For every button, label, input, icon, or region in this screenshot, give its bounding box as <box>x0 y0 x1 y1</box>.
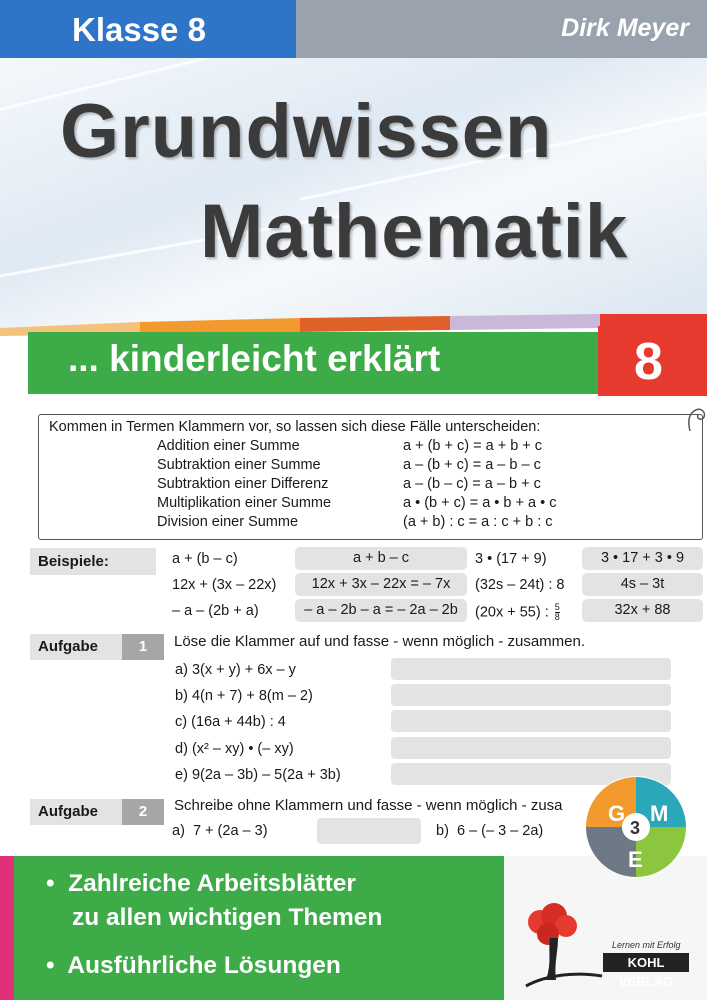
task-item-letter: d) <box>175 741 188 757</box>
badge-letter-e: E <box>628 847 643 872</box>
task-item <box>175 741 294 757</box>
task-item <box>175 688 313 704</box>
task-item-letter: b) <box>175 688 188 704</box>
task-item <box>175 767 341 783</box>
rule-formula: a – (b – c) = a – b + c <box>403 476 541 492</box>
rule-formula: a – (b + c) = a – b – c <box>403 457 541 473</box>
title-area <box>0 58 707 328</box>
rules-box <box>38 414 703 540</box>
examples-label: Beispiele: <box>30 548 156 575</box>
task-item-letter: c) <box>175 714 188 730</box>
scroll-curl-icon <box>686 405 707 435</box>
grade-label: Klasse 8 <box>72 11 206 48</box>
answer-field[interactable] <box>391 684 671 706</box>
task-item-letter: a) <box>172 823 185 839</box>
task-number: 1 <box>122 634 164 660</box>
example-term: 12x + (3x – 22x) <box>172 577 277 593</box>
rule-label: Subtraktion einer Summe <box>157 457 321 473</box>
rule-row <box>157 495 556 511</box>
example-result: 4s – 3t <box>582 573 703 596</box>
example-term: 3 • (17 + 9) <box>475 551 547 567</box>
example-term: a + (b – c) <box>172 551 238 567</box>
title-line-2: Mathematik <box>200 189 629 274</box>
badge-letter-m: M <box>650 801 669 826</box>
task-item-expression: 4(n + 7) + 8(m – 2) <box>191 688 313 704</box>
feature-text: Zahlreiche Arbeitsblätter <box>68 870 356 897</box>
badge-center-number: 3 <box>630 818 641 838</box>
rule-row <box>157 457 541 473</box>
fraction <box>555 603 560 622</box>
task-item-expression: (16a + 44b) : 4 <box>191 714 286 730</box>
rule-row <box>157 476 541 492</box>
fraction-numerator: 5 <box>554 602 560 612</box>
badge-letter-g: G <box>608 801 626 826</box>
task-item <box>175 714 286 730</box>
task-instruction: Löse die Klammer auf und fasse - wenn möglich - zusammen. <box>174 633 586 650</box>
author-name: Dirk Meyer <box>561 14 689 42</box>
subtitle-text: ... kinderleicht erklärt <box>68 338 441 379</box>
example-term: – a – (2b + a) <box>172 603 259 619</box>
feature-bullet: • Zahlreiche Arbeitsblätter <box>46 870 356 897</box>
pink-accent-strip <box>0 856 14 1000</box>
task-item-expression: 7 + (2a – 3) <box>192 823 268 839</box>
title-line-1: Grundwissen <box>60 89 553 174</box>
task-label: Aufgabe <box>30 799 122 825</box>
task-number: 2 <box>122 799 164 825</box>
publisher-tagline: Lernen mit Erfolg <box>612 940 681 950</box>
example-result: – a – 2b – a = – 2a – 2b <box>295 599 467 622</box>
rule-formula: (a + b) : c = a : c + b : c <box>403 514 553 530</box>
rule-label: Multiplikation einer Summe <box>157 495 332 511</box>
grade-number: 8 <box>634 333 663 391</box>
task-item-expression: 3(x + y) + 6x – y <box>191 662 296 678</box>
task-item <box>175 662 296 678</box>
rule-label: Addition einer Summe <box>157 438 300 454</box>
fraction-denominator: 8 <box>554 612 560 622</box>
task-item <box>172 823 268 839</box>
rule-formula: a • (b + c) = a • b + a • c <box>403 495 557 511</box>
answer-field[interactable] <box>391 710 671 732</box>
task-item-letter: e) <box>175 767 188 783</box>
top-bar <box>0 0 707 58</box>
grade-label-box <box>0 0 296 58</box>
task-item-letter: b) <box>436 823 449 839</box>
example-result: 12x + 3x – 22x = – 7x <box>295 573 467 596</box>
rule-formula: a + (b + c) = a + b + c <box>403 438 543 454</box>
rule-label: Division einer Summe <box>157 514 299 530</box>
feature-text-continued: zu allen wichtigen Themen <box>72 904 383 931</box>
example-term: (32s – 24t) : 8 <box>475 577 565 593</box>
task-item-expression: 6 – (– 3 – 2a) <box>456 823 544 839</box>
task-label: Aufgabe <box>30 634 122 660</box>
rule-label: Subtraktion einer Differenz <box>157 476 329 492</box>
task-item-expression: 9(2a – 3b) – 5(2a + 3b) <box>191 767 341 783</box>
task-item-letter: a) <box>175 662 188 678</box>
features-panel <box>14 856 504 1000</box>
rules-intro: Kommen in Termen Klammern vor, so lassen sich diese Fälle unterscheiden: <box>49 419 541 435</box>
task-item <box>436 823 543 839</box>
answer-field[interactable] <box>391 658 671 680</box>
rule-row <box>157 514 553 530</box>
answer-field[interactable] <box>317 818 421 844</box>
feature-bullet: • Ausführliche Lösungen <box>46 952 341 979</box>
answer-field[interactable] <box>391 737 671 759</box>
gme-badge-icon <box>584 775 688 879</box>
rule-row <box>157 438 542 454</box>
feature-text: Ausführliche Lösungen <box>67 952 341 979</box>
example-result: a + b – c <box>295 547 467 570</box>
example-result: 32x + 88 <box>582 599 703 622</box>
example-term-text: (20x + 55) : <box>475 604 549 621</box>
grade-number-box <box>598 326 707 396</box>
task-instruction: Schreibe ohne Klammern und fasse - wenn möglich - zusa <box>174 797 563 814</box>
task-item-expression: (x² – xy) • (– xy) <box>191 741 294 757</box>
publisher-name: KOHL VERLAG <box>603 953 689 972</box>
example-result: 3 • 17 + 3 • 9 <box>582 547 703 570</box>
subtitle-banner <box>28 332 608 394</box>
example-term <box>475 603 560 622</box>
